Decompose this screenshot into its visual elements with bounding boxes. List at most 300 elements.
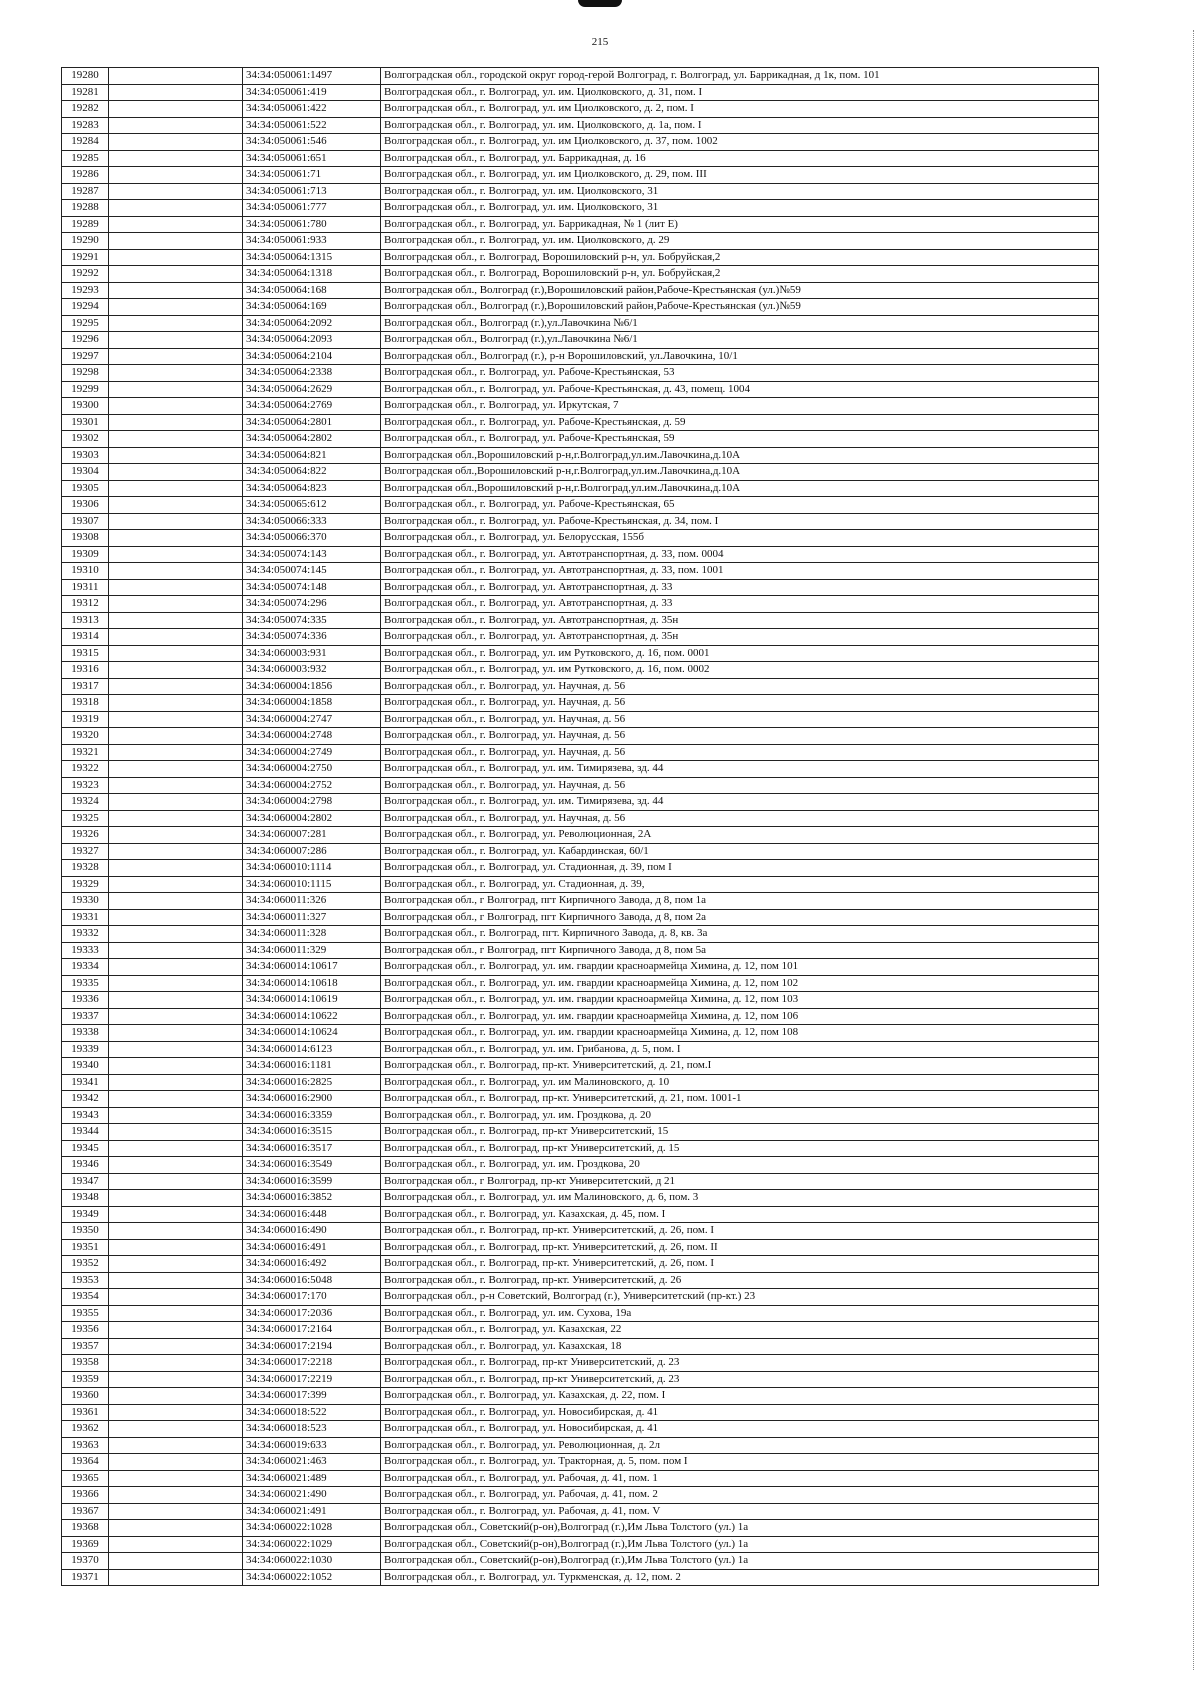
cadastral-number: 34:34:050061:422 xyxy=(243,101,381,118)
cadastral-number: 34:34:060016:3515 xyxy=(243,1124,381,1141)
row-number: 19349 xyxy=(62,1206,109,1223)
empty-cell xyxy=(109,1239,243,1256)
row-number: 19286 xyxy=(62,167,109,184)
table-row xyxy=(62,447,1099,464)
table-row xyxy=(62,1388,1099,1405)
cadastral-number: 34:34:050074:148 xyxy=(243,579,381,596)
table-row xyxy=(62,1355,1099,1372)
row-number: 19306 xyxy=(62,497,109,514)
address: Волгоградская обл., г. Волгоград, пгт. Кирпичного Завода, д. 8, кв. 3а xyxy=(381,926,1099,943)
table-row xyxy=(62,1289,1099,1306)
address: Волгоградская обл., Волгоград (г.),ул.Лавочкина №6/1 xyxy=(381,332,1099,349)
row-number: 19345 xyxy=(62,1140,109,1157)
cadastral-number: 34:34:060016:3852 xyxy=(243,1190,381,1207)
row-number: 19350 xyxy=(62,1223,109,1240)
cadastral-number: 34:34:060014:10617 xyxy=(243,959,381,976)
cadastral-number: 34:34:060007:286 xyxy=(243,843,381,860)
address: Волгоградская обл., г. Волгоград, ул. Казахская, д. 22, пом. I xyxy=(381,1388,1099,1405)
binder-clip-mark xyxy=(578,0,622,7)
table-row xyxy=(62,150,1099,167)
address: Волгоградская обл., г. Волгоград, ул. Рабоче-Крестьянская, 53 xyxy=(381,365,1099,382)
table-row xyxy=(62,68,1099,85)
table-row xyxy=(62,1437,1099,1454)
row-number: 19299 xyxy=(62,381,109,398)
table-row xyxy=(62,1487,1099,1504)
row-number: 19341 xyxy=(62,1074,109,1091)
address: Волгоградская обл., г. Волгоград, ул. им. гвардии красноармейца Химина, д. 12, пом 106 xyxy=(381,1008,1099,1025)
table-row xyxy=(62,975,1099,992)
empty-cell xyxy=(109,150,243,167)
address: Волгоградская обл., Советский(р-он),Волгоград (г.),Им Льва Толстого (ул.) 1а xyxy=(381,1536,1099,1553)
row-number: 19347 xyxy=(62,1173,109,1190)
empty-cell xyxy=(109,1503,243,1520)
cadastral-number: 34:34:050061:777 xyxy=(243,200,381,217)
cadastral-number: 34:34:060014:10624 xyxy=(243,1025,381,1042)
cadastral-number: 34:34:050061:419 xyxy=(243,84,381,101)
cadastral-number: 34:34:060004:1856 xyxy=(243,678,381,695)
row-number: 19319 xyxy=(62,711,109,728)
cadastral-number: 34:34:050061:933 xyxy=(243,233,381,250)
cadastral-number: 34:34:060017:2218 xyxy=(243,1355,381,1372)
address: Волгоградская обл.,Ворошиловский р-н,г.Волгоград,ул.им.Лавочкина,д.10А xyxy=(381,480,1099,497)
empty-cell xyxy=(109,546,243,563)
address: Волгоградская обл., г. Волгоград, ул. Научная, д. 56 xyxy=(381,744,1099,761)
empty-cell xyxy=(109,959,243,976)
cadastral-number: 34:34:060003:932 xyxy=(243,662,381,679)
address: Волгоградская обл., г. Волгоград, ул. Научная, д. 56 xyxy=(381,728,1099,745)
row-number: 19287 xyxy=(62,183,109,200)
row-number: 19324 xyxy=(62,794,109,811)
address: Волгоградская обл., г. Волгоград, ул. Баррикадная, д. 16 xyxy=(381,150,1099,167)
table-row xyxy=(62,1553,1099,1570)
row-number: 19284 xyxy=(62,134,109,151)
row-number: 19311 xyxy=(62,579,109,596)
empty-cell xyxy=(109,1338,243,1355)
empty-cell xyxy=(109,1272,243,1289)
row-number: 19358 xyxy=(62,1355,109,1372)
empty-cell xyxy=(109,711,243,728)
cadastral-number: 34:34:060014:10619 xyxy=(243,992,381,1009)
address: Волгоградская обл., г. Волгоград, пр-кт. Университетский, д. 26, пом. I xyxy=(381,1256,1099,1273)
empty-cell xyxy=(109,1190,243,1207)
cadastral-number: 34:34:050064:821 xyxy=(243,447,381,464)
address: Волгоградская обл., г. Волгоград, ул. им. Гроздкова, д. 20 xyxy=(381,1107,1099,1124)
empty-cell xyxy=(109,678,243,695)
row-number: 19344 xyxy=(62,1124,109,1141)
address: Волгоградская обл., г. Волгоград, ул. им. Циолковского, д. 31, пом. I xyxy=(381,84,1099,101)
row-number: 19301 xyxy=(62,414,109,431)
cadastral-number: 34:34:060016:2900 xyxy=(243,1091,381,1108)
table-row xyxy=(62,1091,1099,1108)
row-number: 19282 xyxy=(62,101,109,118)
row-number: 19295 xyxy=(62,315,109,332)
row-number: 19362 xyxy=(62,1421,109,1438)
table-row xyxy=(62,1371,1099,1388)
empty-cell xyxy=(109,167,243,184)
table-row xyxy=(62,299,1099,316)
address: Волгоградская обл., г. Волгоград, ул. Казахская, 22 xyxy=(381,1322,1099,1339)
row-number: 19330 xyxy=(62,893,109,910)
row-number: 19290 xyxy=(62,233,109,250)
address: Волгоградская обл., г Волгоград, пр-кт Университетский, д 21 xyxy=(381,1173,1099,1190)
empty-cell xyxy=(109,233,243,250)
empty-cell xyxy=(109,695,243,712)
address: Волгоградская обл., г. Волгоград, ул. Рабоче-Крестьянская, д. 59 xyxy=(381,414,1099,431)
empty-cell xyxy=(109,909,243,926)
cadastral-number: 34:34:060007:281 xyxy=(243,827,381,844)
cadastral-number: 34:34:050074:335 xyxy=(243,612,381,629)
address: Волгоградская обл., р-н Советский, Волгоград (г.), Университетский (пр-кт.) 23 xyxy=(381,1289,1099,1306)
empty-cell xyxy=(109,1470,243,1487)
address: Волгоградская обл., г. Волгоград, ул. им. Циолковского, 31 xyxy=(381,200,1099,217)
table-row xyxy=(62,959,1099,976)
row-number: 19283 xyxy=(62,117,109,134)
empty-cell xyxy=(109,464,243,481)
table-row xyxy=(62,612,1099,629)
cadastral-number: 34:34:060017:2194 xyxy=(243,1338,381,1355)
empty-cell xyxy=(109,1223,243,1240)
address: Волгоградская обл., г. Волгоград, ул. Баррикадная, № 1 (лит Е) xyxy=(381,216,1099,233)
address: Волгоградская обл., г. Волгоград, ул. Рабоче-Крестьянская, д. 34, пом. I xyxy=(381,513,1099,530)
empty-cell xyxy=(109,414,243,431)
row-number: 19360 xyxy=(62,1388,109,1405)
cadastral-number: 34:34:050064:169 xyxy=(243,299,381,316)
row-number: 19315 xyxy=(62,645,109,662)
address: Волгоградская обл., г. Волгоград, пр-кт Университетский, д. 23 xyxy=(381,1355,1099,1372)
table-row xyxy=(62,1322,1099,1339)
cadastral-number: 34:34:050064:2802 xyxy=(243,431,381,448)
address: Волгоградская обл., г. Волгоград, ул. Научная, д. 56 xyxy=(381,711,1099,728)
cadastral-number: 34:34:060011:326 xyxy=(243,893,381,910)
table-row xyxy=(62,1173,1099,1190)
row-number: 19359 xyxy=(62,1371,109,1388)
row-number: 19300 xyxy=(62,398,109,415)
empty-cell xyxy=(109,1371,243,1388)
empty-cell xyxy=(109,266,243,283)
table-row xyxy=(62,315,1099,332)
cadastral-number: 34:34:060016:1181 xyxy=(243,1058,381,1075)
table-row xyxy=(62,579,1099,596)
cadastral-number: 34:34:060021:491 xyxy=(243,1503,381,1520)
table-row xyxy=(62,480,1099,497)
address: Волгоградская обл., г. Волгоград, ул. Рабочая, д. 41, пом. V xyxy=(381,1503,1099,1520)
table-row xyxy=(62,1338,1099,1355)
row-number: 19304 xyxy=(62,464,109,481)
cadastral-number: 34:34:060016:491 xyxy=(243,1239,381,1256)
row-number: 19322 xyxy=(62,761,109,778)
empty-cell xyxy=(109,1388,243,1405)
table-row xyxy=(62,1223,1099,1240)
cadastral-number: 34:34:050061:546 xyxy=(243,134,381,151)
table-row xyxy=(62,332,1099,349)
address: Волгоградская обл., г. Волгоград, ул. Рабоче-Крестьянская, 59 xyxy=(381,431,1099,448)
empty-cell xyxy=(109,876,243,893)
cadastral-number: 34:34:060017:2219 xyxy=(243,1371,381,1388)
empty-cell xyxy=(109,794,243,811)
cadastral-number: 34:34:060021:489 xyxy=(243,1470,381,1487)
row-number: 19297 xyxy=(62,348,109,365)
address: Волгоградская обл., г. Волгоград, ул. Стадионная, д. 39, xyxy=(381,876,1099,893)
cadastral-number: 34:34:060016:490 xyxy=(243,1223,381,1240)
table-row xyxy=(62,1041,1099,1058)
table-row xyxy=(62,1272,1099,1289)
empty-cell xyxy=(109,1569,243,1586)
table-row xyxy=(62,876,1099,893)
row-number: 19308 xyxy=(62,530,109,547)
empty-cell xyxy=(109,1404,243,1421)
cadastral-number: 34:34:060022:1030 xyxy=(243,1553,381,1570)
cadastral-number: 34:34:060011:329 xyxy=(243,942,381,959)
address: Волгоградская обл., г. Волгоград, ул. Автотранспортная, д. 33 xyxy=(381,596,1099,613)
registry-table xyxy=(61,67,1099,1586)
scan-edge-marks xyxy=(1192,30,1194,1670)
cadastral-number: 34:34:050066:370 xyxy=(243,530,381,547)
address: Волгоградская обл., г. Волгоград, ул. Рабоче-Крестьянская, 65 xyxy=(381,497,1099,514)
address: Волгоградская обл., Советский(р-он),Волгоград (г.),Им Льва Толстого (ул.) 1а xyxy=(381,1553,1099,1570)
empty-cell xyxy=(109,1322,243,1339)
row-number: 19352 xyxy=(62,1256,109,1273)
address: Волгоградская обл., г. Волгоград, пр-кт. Университетский, д. 21, пом. 1001-1 xyxy=(381,1091,1099,1108)
address: Волгоградская обл., г. Волгоград, ул. Автотранспортная, д. 33 xyxy=(381,579,1099,596)
row-number: 19298 xyxy=(62,365,109,382)
empty-cell xyxy=(109,134,243,151)
registry-table-body xyxy=(62,68,1099,1586)
table-row xyxy=(62,1239,1099,1256)
empty-cell xyxy=(109,68,243,85)
row-number: 19280 xyxy=(62,68,109,85)
page-number: 215 xyxy=(591,36,609,48)
cadastral-number: 34:34:060016:3599 xyxy=(243,1173,381,1190)
cadastral-number: 34:34:050064:2092 xyxy=(243,315,381,332)
empty-cell xyxy=(109,810,243,827)
address: Волгоградская обл., г. Волгоград, ул. им Циолковского, д. 37, пом. 1002 xyxy=(381,134,1099,151)
table-row xyxy=(62,893,1099,910)
empty-cell xyxy=(109,1421,243,1438)
row-number: 19365 xyxy=(62,1470,109,1487)
cadastral-number: 34:34:060016:2825 xyxy=(243,1074,381,1091)
table-row xyxy=(62,629,1099,646)
address: Волгоградская обл., г. Волгоград, ул. им. Тимирязева, зд. 44 xyxy=(381,761,1099,778)
empty-cell xyxy=(109,84,243,101)
cadastral-number: 34:34:060014:10618 xyxy=(243,975,381,992)
empty-cell xyxy=(109,1140,243,1157)
address: Волгоградская обл., городской округ город-герой Волгоград, г. Волгоград, ул. Баррикадная, д 1к, пом. 101 xyxy=(381,68,1099,85)
empty-cell xyxy=(109,1058,243,1075)
empty-cell xyxy=(109,183,243,200)
address: Волгоградская обл., Волгоград (г.),Ворошиловский район,Рабоче-Крестьянская (ул.)№59 xyxy=(381,282,1099,299)
empty-cell xyxy=(109,1074,243,1091)
cadastral-number: 34:34:060016:3549 xyxy=(243,1157,381,1174)
table-row xyxy=(62,414,1099,431)
empty-cell xyxy=(109,216,243,233)
cadastral-number: 34:34:050064:2769 xyxy=(243,398,381,415)
table-row xyxy=(62,1107,1099,1124)
cadastral-number: 34:34:050066:333 xyxy=(243,513,381,530)
row-number: 19285 xyxy=(62,150,109,167)
cadastral-number: 34:34:060022:1028 xyxy=(243,1520,381,1537)
empty-cell xyxy=(109,1206,243,1223)
address: Волгоградская обл., г. Волгоград, ул. Революционная, д. 2л xyxy=(381,1437,1099,1454)
empty-cell xyxy=(109,299,243,316)
row-number: 19334 xyxy=(62,959,109,976)
address: Волгоградская обл., г. Волгоград, ул. Новосибирская, д. 41 xyxy=(381,1421,1099,1438)
address: Волгоградская обл., г. Волгоград, ул. Автотранспортная, д. 33, пом. 1001 xyxy=(381,563,1099,580)
table-row xyxy=(62,266,1099,283)
cadastral-number: 34:34:050064:2801 xyxy=(243,414,381,431)
address: Волгоградская обл., г. Волгоград, ул. Новосибирская, д. 41 xyxy=(381,1404,1099,1421)
table-row xyxy=(62,1140,1099,1157)
address: Волгоградская обл., г. Волгоград, ул. Белорусская, 155б xyxy=(381,530,1099,547)
address: Волгоградская обл., г. Волгоград, ул. Иркутская, 7 xyxy=(381,398,1099,415)
table-row xyxy=(62,794,1099,811)
empty-cell xyxy=(109,381,243,398)
address: Волгоградская обл., г. Волгоград, ул. им Малиновского, д. 6, пом. 3 xyxy=(381,1190,1099,1207)
cadastral-number: 34:34:060004:2802 xyxy=(243,810,381,827)
empty-cell xyxy=(109,612,243,629)
empty-cell xyxy=(109,1008,243,1025)
address: Волгоградская обл.,Ворошиловский р-н,г.Волгоград,ул.им.Лавочкина,д.10А xyxy=(381,464,1099,481)
address: Волгоградская обл., г. Волгоград, ул. Рабочая, д. 41, пом. 1 xyxy=(381,1470,1099,1487)
address: Волгоградская обл., г. Волгоград, ул. им. Сухова, 19а xyxy=(381,1305,1099,1322)
table-row xyxy=(62,596,1099,613)
empty-cell xyxy=(109,1454,243,1471)
row-number: 19366 xyxy=(62,1487,109,1504)
row-number: 19369 xyxy=(62,1536,109,1553)
row-number: 19363 xyxy=(62,1437,109,1454)
address: Волгоградская обл., г Волгоград, пгт Кирпичного Завода, д 8, пом 2а xyxy=(381,909,1099,926)
table-row xyxy=(62,1536,1099,1553)
address: Волгоградская обл., г. Волгоград, Ворошиловский р-н, ул. Бобруйская,2 xyxy=(381,266,1099,283)
row-number: 19313 xyxy=(62,612,109,629)
row-number: 19353 xyxy=(62,1272,109,1289)
empty-cell xyxy=(109,893,243,910)
table-row xyxy=(62,1124,1099,1141)
table-row xyxy=(62,365,1099,382)
cadastral-number: 34:34:060004:2798 xyxy=(243,794,381,811)
table-row xyxy=(62,1058,1099,1075)
cadastral-number: 34:34:050061:713 xyxy=(243,183,381,200)
row-number: 19342 xyxy=(62,1091,109,1108)
table-row xyxy=(62,860,1099,877)
table-row xyxy=(62,761,1099,778)
cadastral-number: 34:34:050074:336 xyxy=(243,629,381,646)
row-number: 19367 xyxy=(62,1503,109,1520)
empty-cell xyxy=(109,1355,243,1372)
empty-cell xyxy=(109,992,243,1009)
row-number: 19339 xyxy=(62,1041,109,1058)
cadastral-number: 34:34:060004:2752 xyxy=(243,777,381,794)
row-number: 19338 xyxy=(62,1025,109,1042)
empty-cell xyxy=(109,332,243,349)
row-number: 19331 xyxy=(62,909,109,926)
cadastral-number: 34:34:050064:2629 xyxy=(243,381,381,398)
table-row xyxy=(62,992,1099,1009)
address: Волгоградская обл., г. Волгоград, пр-кт Университетский, д. 15 xyxy=(381,1140,1099,1157)
row-number: 19335 xyxy=(62,975,109,992)
cadastral-number: 34:34:050061:1497 xyxy=(243,68,381,85)
row-number: 19354 xyxy=(62,1289,109,1306)
row-number: 19323 xyxy=(62,777,109,794)
table-row xyxy=(62,942,1099,959)
address: Волгоградская обл., г. Волгоград, ул. Казахская, д. 45, пом. I xyxy=(381,1206,1099,1223)
cadastral-number: 34:34:060016:448 xyxy=(243,1206,381,1223)
address: Волгоградская обл., г. Волгоград, ул. им. Грибанова, д. 5, пом. I xyxy=(381,1041,1099,1058)
address: Волгоградская обл., г. Волгоград, ул. им Рутковского, д. 16, пом. 0002 xyxy=(381,662,1099,679)
row-number: 19343 xyxy=(62,1107,109,1124)
table-row xyxy=(62,1025,1099,1042)
row-number: 19336 xyxy=(62,992,109,1009)
empty-cell xyxy=(109,497,243,514)
empty-cell xyxy=(109,1437,243,1454)
empty-cell xyxy=(109,1091,243,1108)
empty-cell xyxy=(109,315,243,332)
address: Волгоградская обл., г. Волгоград, ул. им Малиновского, д. 10 xyxy=(381,1074,1099,1091)
table-row xyxy=(62,1421,1099,1438)
empty-cell xyxy=(109,1536,243,1553)
row-number: 19288 xyxy=(62,200,109,217)
address: Волгоградская обл., г. Волгоград, ул. Научная, д. 56 xyxy=(381,678,1099,695)
row-number: 19303 xyxy=(62,447,109,464)
address: Волгоградская обл., г. Волгоград, ул. им. Циолковского, 31 xyxy=(381,183,1099,200)
table-row xyxy=(62,134,1099,151)
cadastral-number: 34:34:060017:2164 xyxy=(243,1322,381,1339)
empty-cell xyxy=(109,249,243,266)
cadastral-number: 34:34:050061:651 xyxy=(243,150,381,167)
row-number: 19351 xyxy=(62,1239,109,1256)
address: Волгоградская обл., г. Волгоград, ул. Научная, д. 56 xyxy=(381,695,1099,712)
row-number: 19364 xyxy=(62,1454,109,1471)
row-number: 19302 xyxy=(62,431,109,448)
cadastral-number: 34:34:060016:3517 xyxy=(243,1140,381,1157)
cadastral-number: 34:34:060017:170 xyxy=(243,1289,381,1306)
table-row xyxy=(62,546,1099,563)
empty-cell xyxy=(109,777,243,794)
row-number: 19294 xyxy=(62,299,109,316)
table-row xyxy=(62,249,1099,266)
cadastral-number: 34:34:060021:463 xyxy=(243,1454,381,1471)
empty-cell xyxy=(109,1124,243,1141)
cadastral-number: 34:34:060011:328 xyxy=(243,926,381,943)
table-row xyxy=(62,563,1099,580)
table-row xyxy=(62,810,1099,827)
row-number: 19368 xyxy=(62,1520,109,1537)
row-number: 19346 xyxy=(62,1157,109,1174)
table-row xyxy=(62,1190,1099,1207)
empty-cell xyxy=(109,431,243,448)
row-number: 19361 xyxy=(62,1404,109,1421)
cadastral-number: 34:34:060022:1052 xyxy=(243,1569,381,1586)
cadastral-number: 34:34:060016:5048 xyxy=(243,1272,381,1289)
address: Волгоградская обл., г. Волгоград, Ворошиловский р-н, ул. Бобруйская,2 xyxy=(381,249,1099,266)
empty-cell xyxy=(109,398,243,415)
row-number: 19312 xyxy=(62,596,109,613)
address: Волгоградская обл., г. Волгоград, ул. Казахская, 18 xyxy=(381,1338,1099,1355)
empty-cell xyxy=(109,728,243,745)
table-row xyxy=(62,711,1099,728)
empty-cell xyxy=(109,645,243,662)
row-number: 19333 xyxy=(62,942,109,959)
table-row xyxy=(62,1157,1099,1174)
table-row xyxy=(62,843,1099,860)
empty-cell xyxy=(109,530,243,547)
address: Волгоградская обл., г. Волгоград, пр-кт Университетский, 15 xyxy=(381,1124,1099,1141)
address: Волгоградская обл., г. Волгоград, ул. Кабардинская, 60/1 xyxy=(381,843,1099,860)
empty-cell xyxy=(109,480,243,497)
cadastral-number: 34:34:050074:143 xyxy=(243,546,381,563)
cadastral-number: 34:34:060004:2747 xyxy=(243,711,381,728)
cadastral-number: 34:34:050074:296 xyxy=(243,596,381,613)
row-number: 19357 xyxy=(62,1338,109,1355)
